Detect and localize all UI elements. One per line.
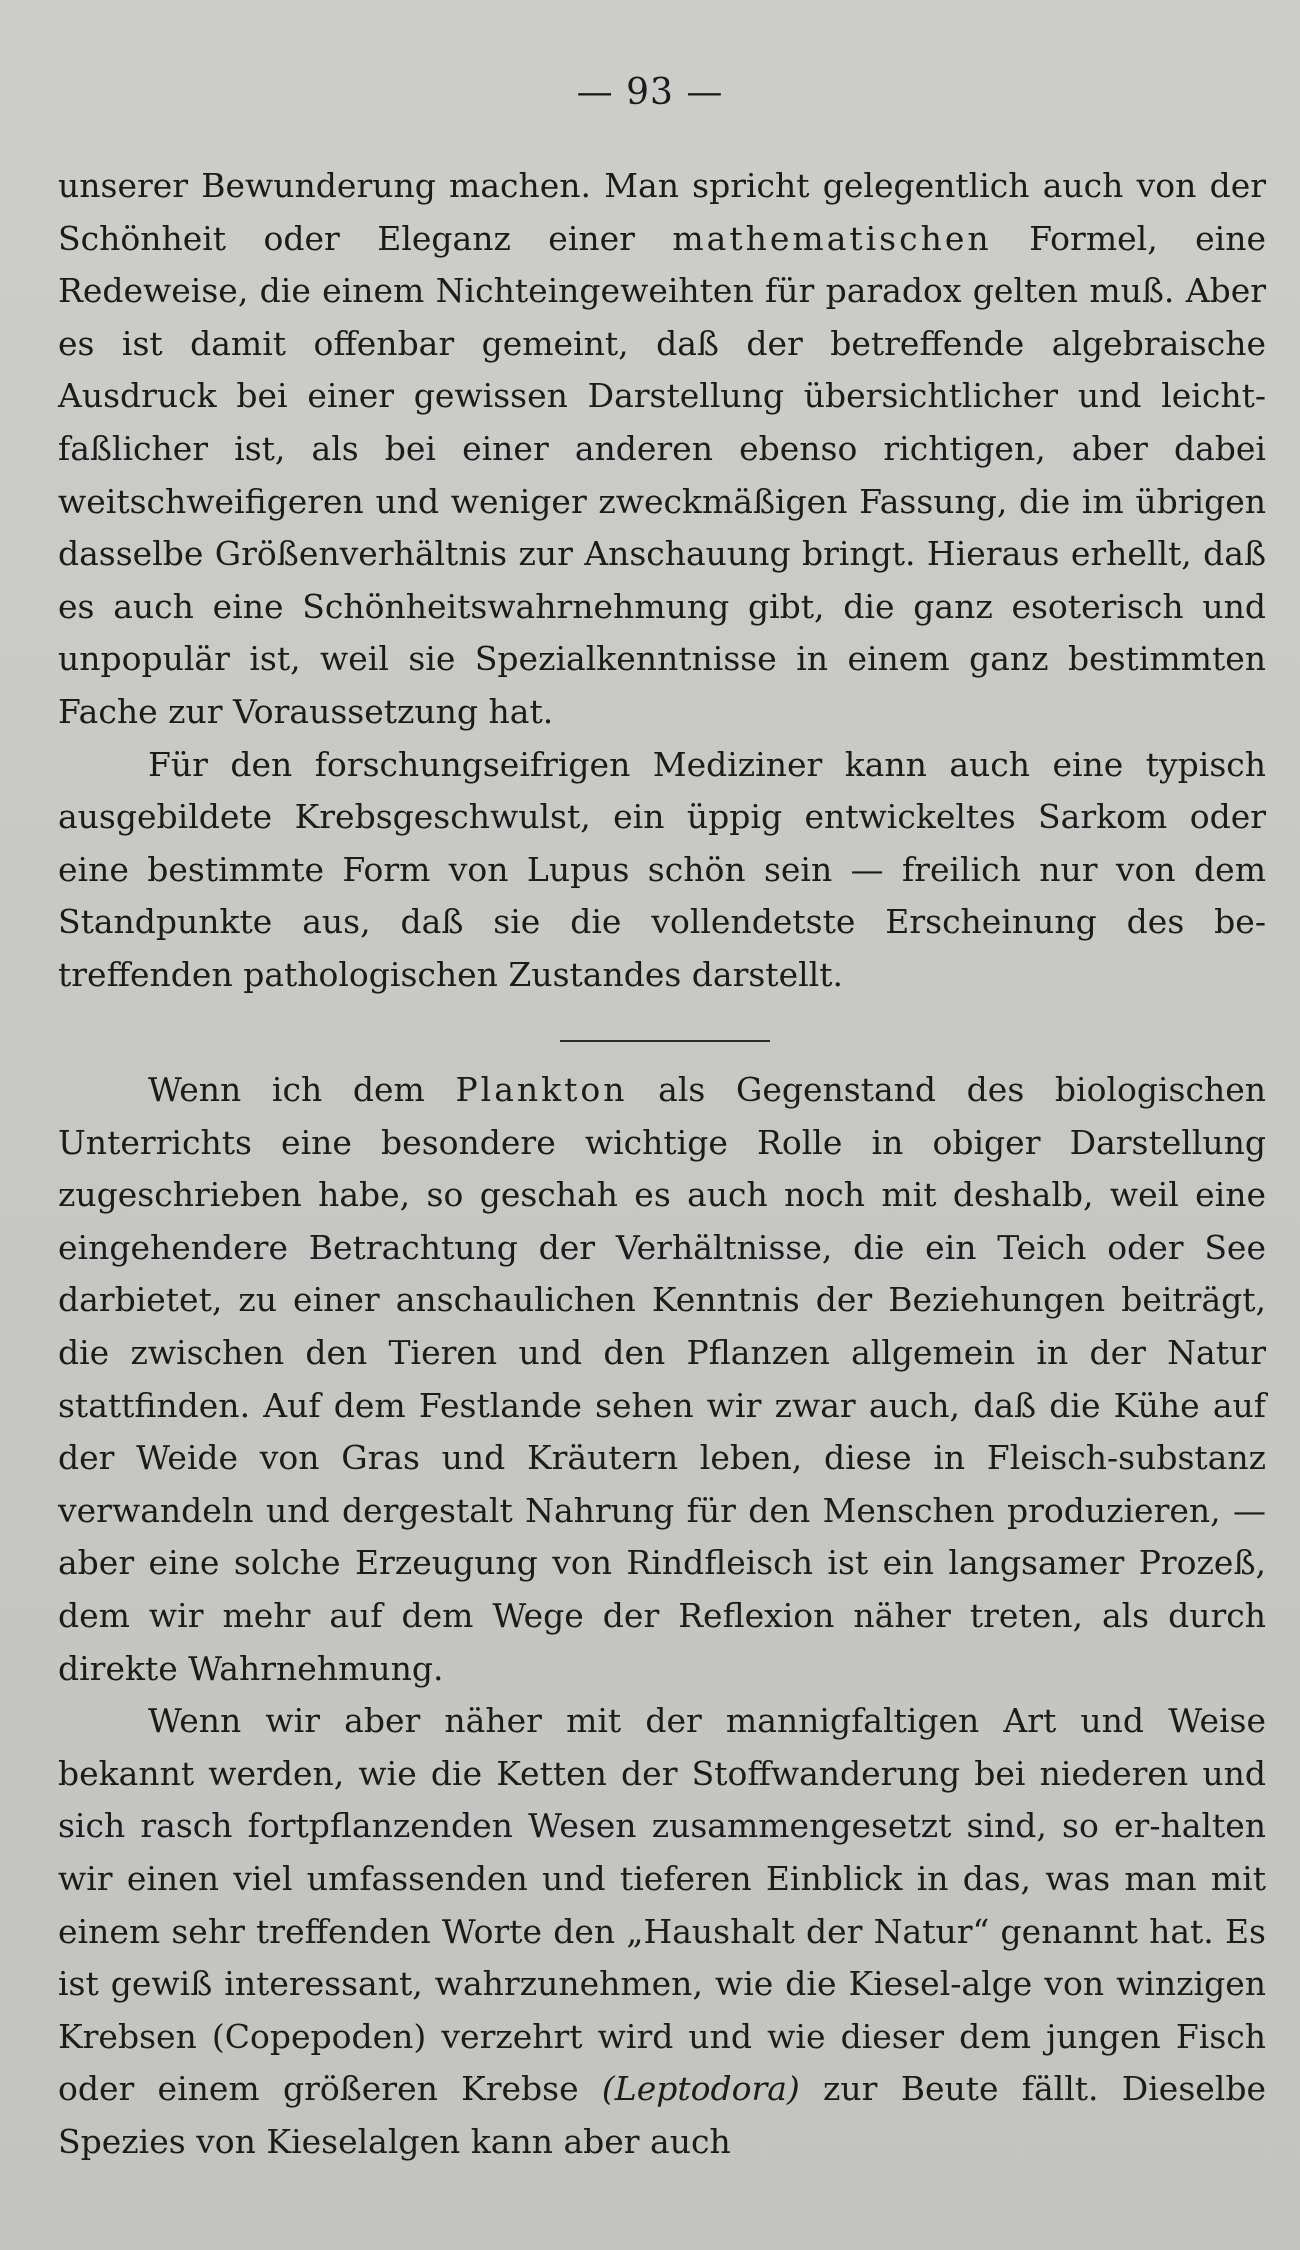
paragraph-text: unserer Bewunderung machen. Man spricht gelegentlich auch von der Schönheit oder Eleganz einer: [58, 166, 1266, 258]
paragraph-text: Wenn wir aber näher mit der mannigfaltigen Art und Weise bekannt werden, wie die Ketten der Stoffwanderung bei niederen und sich rasch fortpflanzenden Wesen zusammengesetzt sind, so er-halten wir einen viel umfassenden und tieferen Einblick in das, was man mit einem sehr treffenden Worte den „Haushalt der Natur“ genannt hat. Es ist gewiß interessant, wahrzunehmen, wie die Kiesel-alge von winzigen Krebsen (Copepoden) verzehrt wird und wie dieser dem jungen Fisch oder einem größeren Krebse: [58, 1701, 1266, 2109]
paragraph-text: zur Beute fällt. Dieselbe Spezies von Kieselalgen kann aber auch: [58, 2069, 1266, 2161]
section-one: [58, 160, 1266, 1002]
emphasized-term: mathematischen: [672, 218, 992, 258]
paragraph-plankton: [58, 1064, 1266, 1695]
page-number: — 93 —: [576, 72, 724, 113]
paragraph-household-of-nature: [58, 1695, 1266, 2168]
section-divider: [560, 1040, 770, 1042]
section-two: [58, 1064, 1266, 2168]
species-name: (Leptodora): [601, 2069, 800, 2109]
paragraph-text: als Gegenstand des biologischen Unterrichts eine besondere wichtige Rolle in obiger Darstellung zugeschrieben habe, so geschah es auch noch mit deshalb, weil eine eingehendere Betrachtung der Verhältnisse, die ein Teich oder See darbietet, zu einer anschaulichen Kenntnis der Beziehungen beiträgt, die zwischen den Tieren und den Pflanzen allgemein in der Natur stattfinden. Auf dem Festlande sehen wir zwar auch, daß die Kühe auf der Weide von Gras und Kräutern leben, diese in Fleisch-substanz verwandeln und dergestalt Nahrung für den Menschen produzieren, — aber eine solche Erzeugung von Rindfleisch ist ein langsamer Prozeß, dem wir mehr auf dem Wege der Reflexion näher treten, als durch direkte Wahrnehmung.: [58, 1070, 1266, 1688]
paragraph-text: Wenn ich dem: [148, 1070, 456, 1109]
paragraph-medical-beauty: Für den forschungseifrigen Mediziner kann auch eine typisch ausgebildete Krebsgeschwulst, ein üppig entwickeltes Sarkom oder eine bestimmte Form von Lupus schön sein — freilich nur von dem Standpunkte aus, daß sie die vollendetste Erscheinung des be-treffenden pathologischen Zustandes darstellt.: [58, 744, 1266, 994]
paragraph-text: Formel, eine Redeweise, die einem Nichteingeweihten für paradox gelten muß. Aber es ist damit offenbar gemeint, daß der betreffende algebraische Ausdruck bei einer gewissen Darstellung übersichtlicher und leicht-faßlicher ist, als bei einer anderen ebenso richtigen, aber dabei weitschweifigeren und weniger zweckmäßigen Fassung, die im übrigen dasselbe Größenverhältnis zur Anschauung bringt. Hieraus erhellt, daß es auch eine Schönheitswahrnehmung gibt, die ganz esoterisch und unpopulär ist, weil sie Spezialkenntnisse in einem ganz bestimmten Fache zur Voraussetzung hat.: [58, 218, 1266, 731]
emphasized-term: Plankton: [455, 1070, 628, 1109]
paragraph-mathematical-beauty: [58, 160, 1266, 739]
